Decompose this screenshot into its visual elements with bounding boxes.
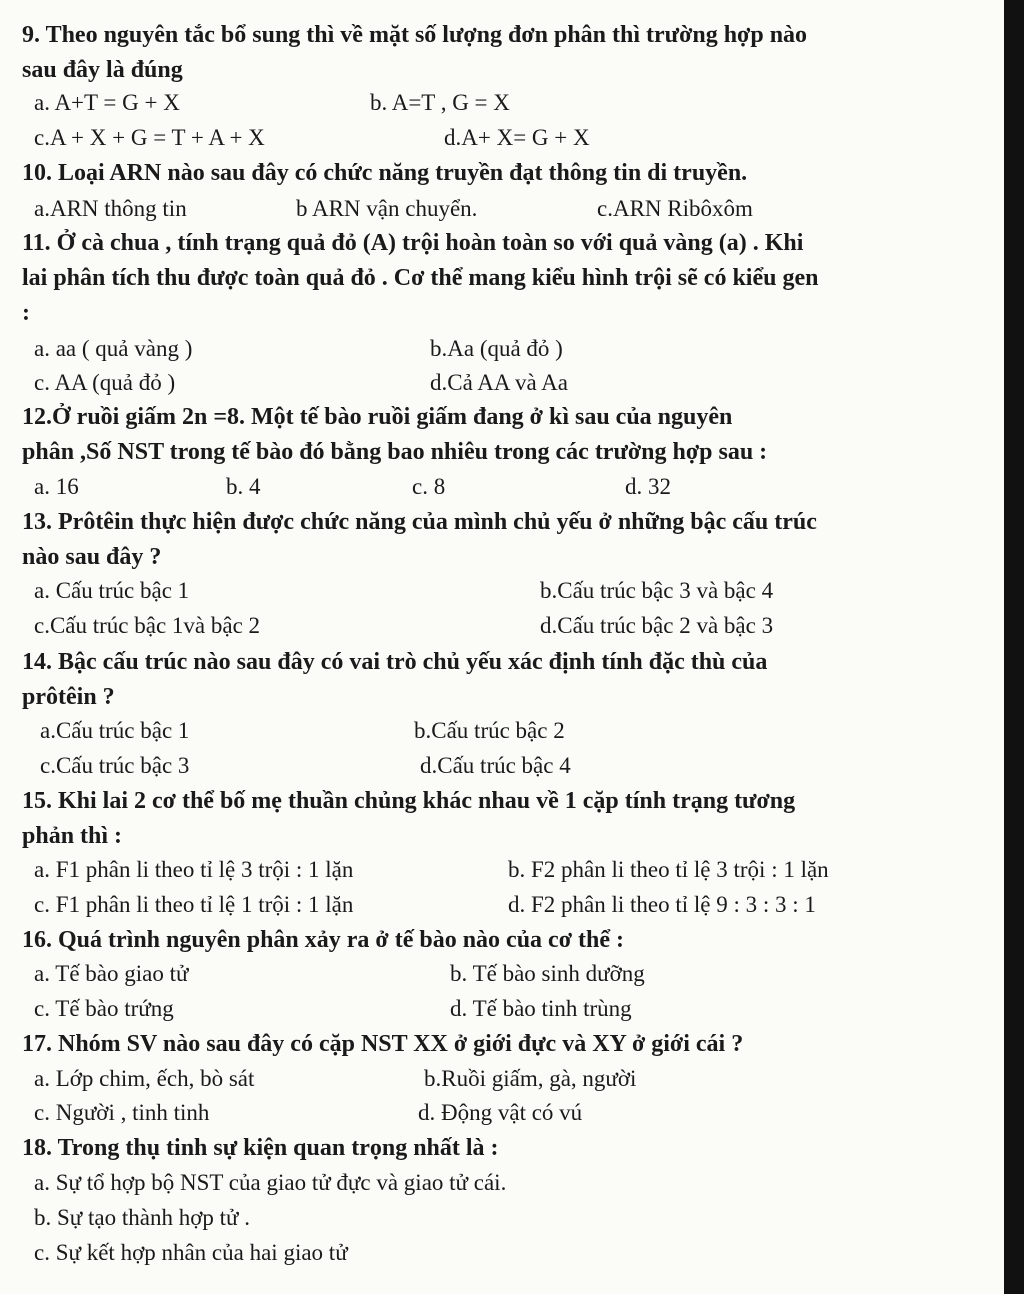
q9-option-c: c.A + X + G = T + A + X (34, 125, 265, 150)
question-9-line-2: sau đây là đúng (22, 57, 183, 83)
q11-option-d: d.Cả AA và Aa (430, 370, 568, 395)
question-11-line-1: 11. Ở cà chua , tính trạng quả đỏ (A) trội hoàn toàn so với quả vàng (a) . Khi (22, 230, 804, 256)
q9-option-b: b. A=T , G = X (370, 90, 510, 115)
q11-option-b: b.Aa (quả đỏ ) (430, 336, 563, 361)
question-13-line-2: nào sau đây ? (22, 544, 162, 570)
question-15-line-2: phản thì : (22, 823, 123, 849)
q10-option-a: a.ARN thông tin (34, 196, 187, 221)
q10-option-b: b ARN vận chuyển. (296, 196, 478, 221)
q10-option-c: c.ARN Ribôxôm (597, 196, 753, 221)
q11-option-a: a. aa ( quả vàng ) (34, 336, 193, 361)
question-16-line-1: 16. Quá trình nguyên phân xảy ra ở tế bào nào của cơ thể : (22, 927, 624, 953)
q17-option-d: d. Động vật có vú (418, 1100, 583, 1125)
q13-option-a: a. Cấu trúc bậc 1 (34, 578, 190, 603)
question-13-line-1: 13. Prôtêin thực hiện được chức năng của mình chủ yếu ở những bậc cấu trúc (22, 509, 817, 535)
q13-option-d: d.Cấu trúc bậc 2 và bậc 3 (540, 613, 774, 638)
question-17-line-1: 17. Nhóm SV nào sau đây có cặp NST XX ở giới đực và XY ở giới cái ? (22, 1031, 744, 1057)
question-14-line-1: 14. Bậc cấu trúc nào sau đây có vai trò chủ yếu xác định tính đặc thù của (22, 649, 768, 675)
q15-option-b: b. F2 phân li theo tỉ lệ 3 trội : 1 lặn (508, 857, 829, 882)
q18-option-c: c. Sự kết hợp nhân của hai giao tử (34, 1240, 348, 1265)
q12-option-a: a. 16 (34, 474, 79, 499)
q15-option-a: a. F1 phân li theo tỉ lệ 3 trội : 1 lặn (34, 857, 354, 882)
question-9-line-1: 9. Theo nguyên tắc bổ sung thì về mặt số lượng đơn phân thì trường hợp nào (22, 22, 808, 48)
q18-option-b: b. Sự tạo thành hợp tử . (34, 1205, 250, 1230)
question-10-line-1: 10. Loại ARN nào sau đây có chức năng truyền đạt thông tin di truyền. (22, 160, 748, 186)
q14-option-d: d.Cấu trúc bậc 4 (420, 753, 571, 778)
q12-option-c: c. 8 (412, 474, 446, 499)
question-15-line-1: 15. Khi lai 2 cơ thể bố mẹ thuần chủng khác nhau về 1 cặp tính trạng tương (22, 788, 796, 814)
q17-option-b: b.Ruồi giấm, gà, người (424, 1066, 637, 1091)
q18-option-a: a. Sự tổ hợp bộ NST của giao tử đực và giao tử cái. (34, 1170, 507, 1195)
q14-option-c: c.Cấu trúc bậc 3 (40, 753, 190, 778)
question-11-line-3: : (22, 300, 30, 326)
question-11-line-2: lai phân tích thu được toàn quả đỏ . Cơ thể mang kiểu hình trội sẽ có kiểu gen (22, 265, 819, 291)
dark-right-edge (1004, 0, 1024, 1294)
q12-option-d: d. 32 (625, 474, 671, 499)
q14-option-a: a.Cấu trúc bậc 1 (40, 718, 190, 743)
q16-option-b: b. Tế bào sinh dưỡng (450, 961, 645, 986)
q17-option-c: c. Người , tinh tinh (34, 1100, 210, 1125)
question-14-line-2: prôtêin ? (22, 684, 115, 710)
q15-option-c: c. F1 phân li theo tỉ lệ 1 trội : 1 lặn (34, 892, 354, 917)
q9-option-d: d.A+ X= G + X (444, 125, 590, 150)
q14-option-b: b.Cấu trúc bậc 2 (414, 718, 565, 743)
q16-option-a: a. Tế bào giao tử (34, 961, 189, 986)
q12-option-b: b. 4 (226, 474, 261, 499)
q16-option-c: c. Tế bào trứng (34, 996, 174, 1021)
q17-option-a: a. Lớp chim, ếch, bò sát (34, 1066, 255, 1091)
q13-option-c: c.Cấu trúc bậc 1và bậc 2 (34, 613, 261, 638)
question-12-line-1: 12.Ở ruồi giấm 2n =8. Một tế bào ruồi giấm đang ở kì sau của nguyên (22, 404, 733, 430)
q16-option-d: d. Tế bào tinh trùng (450, 996, 632, 1021)
q13-option-b: b.Cấu trúc bậc 3 và bậc 4 (540, 578, 774, 603)
question-18-line-1: 18. Trong thụ tinh sự kiện quan trọng nhất là : (22, 1135, 499, 1161)
q15-option-d: d. F2 phân li theo tỉ lệ 9 : 3 : 3 : 1 (508, 892, 816, 917)
q9-option-a: a. A+T = G + X (34, 90, 180, 115)
question-12-line-2: phân ,Số NST trong tế bào đó bằng bao nhiêu trong các trường hợp sau : (22, 439, 768, 465)
q11-option-c: c. AA (quả đỏ ) (34, 370, 176, 395)
